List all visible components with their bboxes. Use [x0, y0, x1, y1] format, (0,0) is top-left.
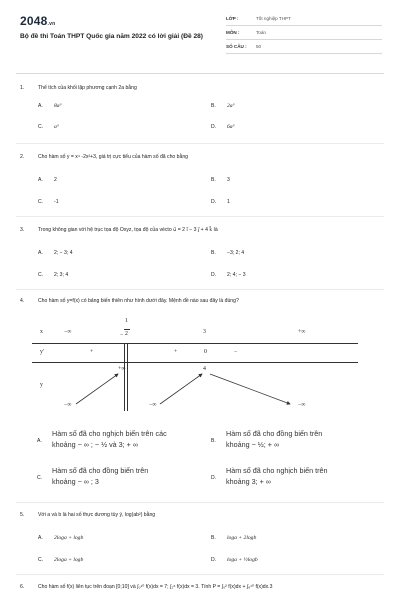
option-text: 2loga + logb — [54, 557, 84, 563]
option-text: a³ — [54, 124, 59, 130]
option-text: 2; 4; − 3 — [227, 272, 246, 278]
option-letter: D. — [211, 199, 217, 205]
question-number: 5. — [20, 512, 25, 518]
option-c[interactable] — [38, 272, 68, 278]
option-line-1: Hàm số đã cho nghịch biến trên các — [52, 429, 167, 438]
meta-key: LỚP : — [226, 16, 239, 21]
option-text: 2loga + logb — [54, 535, 84, 541]
document-title: Bộ đề thi Toán THPT Quốc gia năm 2022 có lời giải (Đề 28) — [20, 33, 203, 40]
option-text: loga + ½logb — [227, 557, 258, 563]
table-y-label: y — [40, 382, 43, 388]
table-x-sign: − — [120, 332, 124, 338]
option-letter: D. — [211, 272, 217, 278]
option-text: 8a³ — [54, 103, 62, 109]
meta-value: Tốt nghiệp THPT — [256, 16, 291, 21]
table-yp-label: y′ — [40, 349, 45, 355]
option-text: -1 — [54, 199, 59, 205]
meta-value: 50 — [256, 44, 262, 49]
option-letter: B. — [211, 250, 216, 256]
option-a[interactable] — [38, 535, 83, 541]
arrow-up-1 — [76, 374, 118, 404]
option-letter: A. — [38, 250, 43, 256]
meta-subject — [226, 26, 382, 40]
question-text: Với a và b là hai số thực dương tùy ý, log(ab²) bằng — [38, 512, 156, 518]
header — [0, 0, 400, 72]
option-letter: D. — [211, 557, 217, 563]
option-a[interactable] — [38, 103, 61, 109]
table-x-value: +∞ — [298, 329, 306, 335]
meta-count — [226, 40, 382, 54]
table-sign: + — [90, 349, 94, 355]
question-text: Cho hàm số y = x⁴ -2x²+3, giá trị cực tiểu của hàm số đã cho bằng — [38, 154, 188, 160]
option-letter: C. — [38, 557, 44, 563]
option-line-2: khoảng − ∞ ; − ½ và 3; + ∞ — [52, 440, 138, 449]
meta-key: MÔN : — [226, 30, 240, 35]
logo-suffix: .vn — [47, 21, 56, 27]
option-d[interactable] — [211, 124, 234, 130]
option-letter: A. — [38, 103, 43, 109]
option-a[interactable] — [38, 177, 57, 183]
option-text: −3; 2; 4 — [227, 250, 245, 256]
option-b[interactable] — [211, 535, 256, 541]
option-letter: D. — [211, 124, 217, 130]
option-letter: B. — [211, 438, 216, 444]
option-line-1: Hàm số đã cho đồng biến trên — [226, 429, 323, 438]
option-letter: C. — [37, 475, 43, 481]
meta-key: SỐ CÂU : — [226, 44, 247, 49]
question-text: Trong không gian với hệ trục tọa độ Oxyz, tọa độ của vécto u⃗ = 2 i⃗ − 3 j⃗ + 4 k⃗ là — [38, 227, 218, 233]
arrow-down — [210, 374, 290, 404]
table-x-value: 3 — [203, 329, 206, 335]
header-divider — [16, 73, 384, 74]
question-separator — [16, 289, 384, 290]
table-y-value: −∞ — [149, 402, 157, 408]
option-c[interactable] — [38, 199, 59, 205]
option-c[interactable] — [38, 124, 58, 130]
question-number: 2. — [20, 154, 25, 160]
question-separator — [16, 574, 384, 575]
question-separator — [16, 216, 384, 217]
option-text: 3 — [227, 177, 230, 183]
option-letter: D. — [211, 475, 217, 481]
option-d[interactable] — [211, 465, 328, 487]
option-letter: C. — [38, 124, 44, 130]
option-line-2: khoảng 3; + ∞ — [226, 477, 271, 486]
option-line-2: khoảng − ½; + ∞ — [226, 440, 280, 449]
option-a[interactable] — [37, 428, 167, 450]
option-line-2: khoảng − ∞ ; 3 — [52, 477, 99, 486]
option-b[interactable] — [211, 177, 230, 183]
question-text: Cho hàm số f(x) liên tục trên đoạn [0;10] và ∫₀¹⁰ f(x)dx = 7; ∫₂⁶ f(x)dx = 3. Tính P = ∫₀² f(x)dx + ∫₆¹⁰ f(x)dx.3 — [38, 584, 273, 590]
arrow-up-2 — [160, 374, 202, 404]
table-sign: − — [234, 349, 238, 355]
site-logo[interactable] — [20, 14, 55, 28]
question-number: 1. — [20, 85, 25, 91]
option-letter: A. — [37, 438, 42, 444]
table-sign: + — [174, 349, 178, 355]
table-y-value: 4 — [203, 366, 206, 372]
option-b[interactable] — [211, 103, 234, 109]
option-b[interactable] — [211, 428, 323, 450]
option-letter: B. — [211, 103, 216, 109]
table-y-value: +∞ — [118, 366, 126, 372]
option-letter: A. — [38, 535, 43, 541]
table-x-label: x — [40, 329, 43, 335]
question-separator — [16, 143, 384, 144]
option-text: 2; 3; 4 — [54, 272, 69, 278]
option-letter: B. — [211, 177, 216, 183]
question-separator — [16, 502, 384, 503]
option-line-1: Hàm số đã cho nghịch biến trên — [226, 466, 328, 475]
table-x-value: −∞ — [64, 329, 72, 335]
option-d[interactable] — [211, 557, 258, 563]
option-text: loga + 2logb — [227, 535, 257, 541]
option-d[interactable] — [211, 199, 230, 205]
option-a[interactable] — [38, 250, 73, 256]
table-sign: 0 — [204, 349, 207, 355]
option-line-1: Hàm số đã cho đồng biến trên — [52, 466, 149, 475]
option-text: 2a³ — [227, 103, 235, 109]
question-number: 3. — [20, 227, 25, 233]
question-text: Cho hàm số y=f(x) có bảng biến thiên như hình dưới đây. Mệnh đề nào sau đây là đúng? — [38, 298, 239, 304]
meta-value: Toán — [256, 30, 266, 35]
table-y-value: −∞ — [64, 402, 72, 408]
option-text: 2 — [54, 177, 57, 183]
option-b[interactable] — [211, 250, 244, 256]
option-letter: B. — [211, 535, 216, 541]
table-x-frac-num: 1 — [125, 318, 128, 324]
table-x-frac-den: 2 — [125, 331, 128, 337]
option-text: 1 — [227, 199, 230, 205]
option-c[interactable] — [37, 465, 149, 487]
option-letter: A. — [38, 177, 43, 183]
table-y-value: −∞ — [298, 402, 306, 408]
option-c[interactable] — [38, 557, 83, 563]
variation-table — [32, 312, 358, 422]
option-d[interactable] — [211, 272, 246, 278]
question-text: Thể tích của khối lập phương cạnh 2a bằng — [38, 85, 137, 91]
question-number: 4. — [20, 298, 25, 304]
option-text: 6a³ — [227, 124, 235, 130]
question-number: 6. — [20, 584, 25, 590]
variation-arrows — [32, 312, 358, 422]
logo-text: 2048 — [20, 14, 48, 28]
meta-class — [226, 12, 382, 26]
option-letter: C. — [38, 272, 44, 278]
option-letter: C. — [38, 199, 44, 205]
option-text: 2; − 3; 4 — [54, 250, 73, 256]
